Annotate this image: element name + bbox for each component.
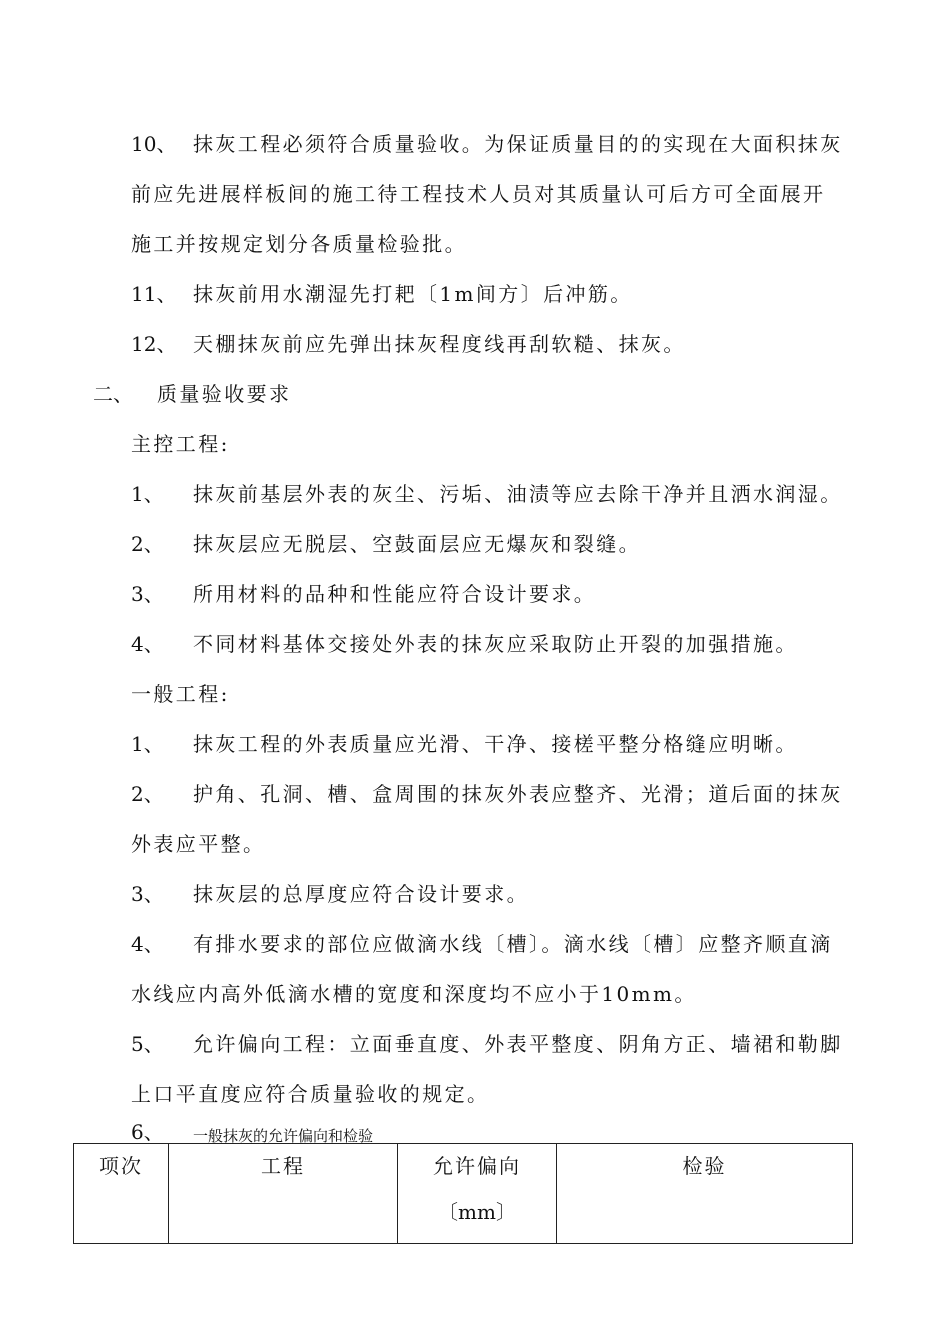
item-number: 4、 [131, 632, 164, 656]
header-cell-item-no [74, 1144, 169, 1244]
item-text: 施工并按规定划分各质量检验批。 [131, 232, 467, 256]
item-text: 抹灰前基层外表的灰尘、污垢、油渍等应去除干净并且洒水润湿。 [193, 482, 843, 506]
item-text: 抹灰前用水潮湿先打耙〔1m间方〕后冲筋。 [193, 282, 633, 306]
item-text: 抹灰层的总厚度应符合设计要求。 [193, 882, 529, 906]
item-number: 1、 [131, 482, 164, 506]
item-text: 不同材料基体交接处外表的抹灰应采取防止开裂的加强措施。 [193, 632, 798, 656]
header-unit: 〔mm〕 [438, 1200, 516, 1224]
header-cell-tolerance [398, 1144, 557, 1244]
item-text: 水线应内高外低滴水槽的宽度和深度均不应小于10mm。 [131, 982, 697, 1006]
item-number: 2、 [131, 532, 164, 556]
item-number: 3、 [131, 582, 164, 606]
item-text: 外表应平整。 [131, 832, 266, 856]
item-number: 1、 [131, 732, 164, 756]
item-text: 前应先进展样板间的施工待工程技术人员对其质量认可后方可全面展开 [131, 182, 826, 206]
section-title: 质量验收要求 [157, 382, 292, 406]
header-cell-inspection [557, 1144, 853, 1244]
item-number: 5、 [131, 1032, 164, 1056]
item-text: 允许偏向工程：立面垂直度、外表平整度、阴角方正、墙裙和勒脚 [193, 1032, 843, 1056]
item-text: 所用材料的品种和性能应符合设计要求。 [193, 582, 597, 606]
deviation-table [73, 1143, 853, 1244]
item-text: 护角、孔洞、槽、盒周围的抹灰外表应整齐、光滑；道后面的抹灰 [193, 782, 843, 806]
item-text: 天棚抹灰前应先弹出抹灰程度线再刮软糙、抹灰。 [193, 332, 686, 356]
item-number: 6、 [131, 1120, 164, 1144]
subheading: 一般工程: [131, 682, 230, 706]
item-text: 有排水要求的部位应做滴水线〔槽〕。滴水线〔槽〕应整齐顺直滴 [193, 932, 833, 956]
item-number: 11、 [131, 282, 177, 306]
header-label: 项次 [99, 1154, 143, 1178]
subheading: 主控工程: [131, 432, 230, 456]
item-text: 抹灰工程的外表质量应光滑、干净、接槎平整分格缝应明晰。 [193, 732, 798, 756]
item-number: 2、 [131, 782, 164, 806]
header-label: 工程 [261, 1154, 305, 1178]
header-label: 检验 [682, 1154, 727, 1178]
header-label: 允许偏向 [433, 1154, 521, 1178]
item-text: 抹灰层应无脱层、空鼓面层应无爆灰和裂缝。 [193, 532, 641, 556]
item-number: 4、 [131, 932, 164, 956]
item-number: 10、 [131, 132, 177, 156]
section-number: 二、 [93, 382, 133, 406]
item-text: 上口平直度应符合质量验收的规定。 [131, 1082, 490, 1106]
table-caption: 一般抹灰的允许偏向和检验 [193, 1127, 374, 1145]
table-header-row [74, 1144, 853, 1244]
item-number: 12、 [131, 332, 177, 356]
item-number: 3、 [131, 882, 164, 906]
header-cell-project [169, 1144, 398, 1244]
item-text: 抹灰工程必须符合质量验收。为保证质量目的的实现在大面积抹灰 [193, 132, 843, 156]
